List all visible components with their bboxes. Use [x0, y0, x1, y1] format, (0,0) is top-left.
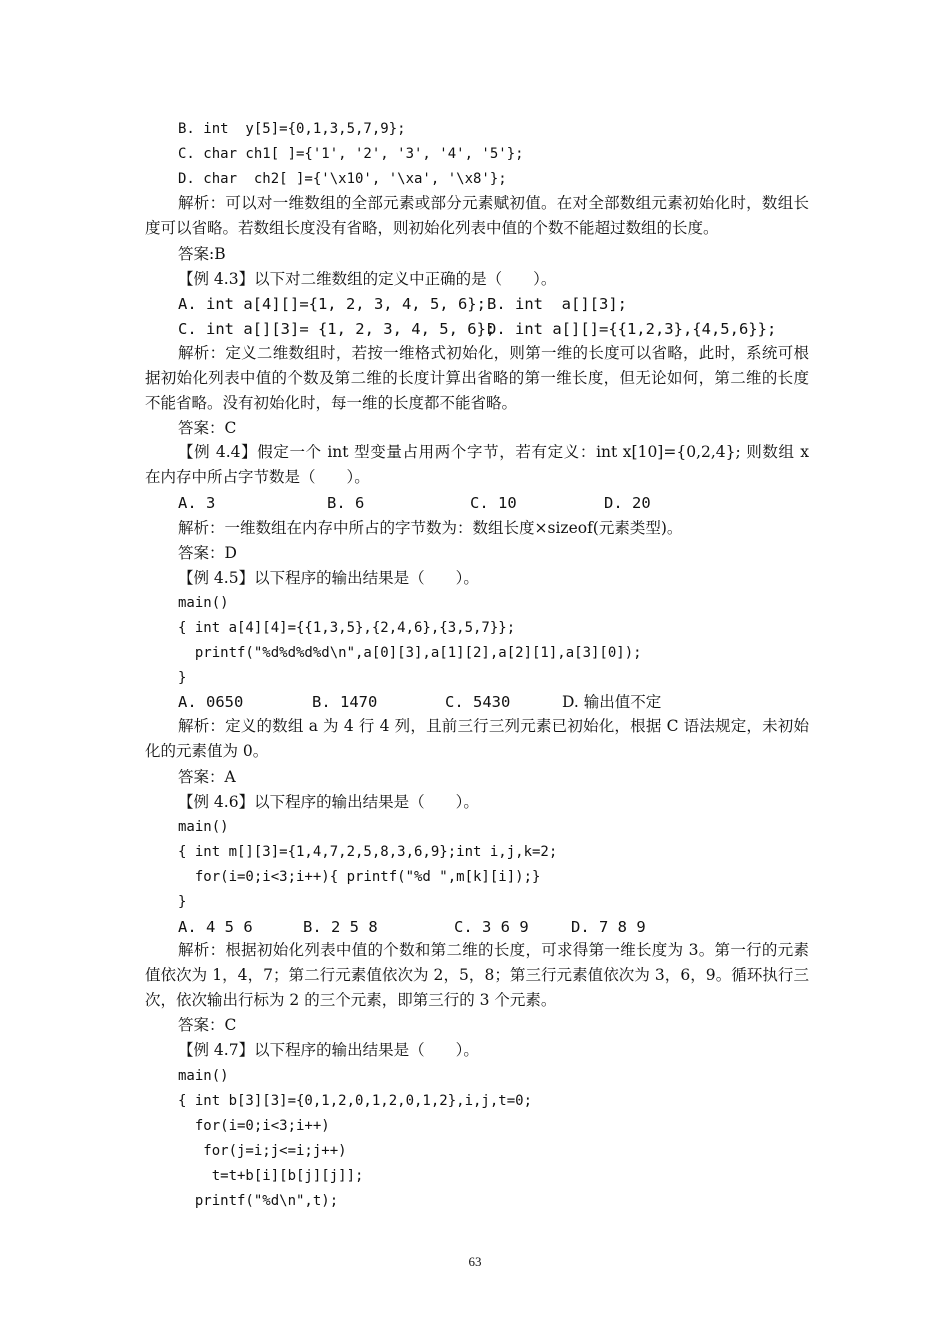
analysis-paragraph: 解析：定义的数组 a 为 4 行 4 列，且前三行三列元素已初始化，根据 C 语法规定，未初始化的元素值为 0。 [145, 717, 809, 760]
option-c: C. 5430 [445, 693, 511, 711]
code-line: main() [178, 595, 229, 611]
question-heading: 【例 4.4】假定一个 int 型变量占用两个字节，若有定义：int x[10]={0,2,4}; 则数组 x 在内存中所占字节数是（ ）。 [145, 443, 809, 486]
code-line: for(j=i;j<=i;j++) [178, 1143, 347, 1159]
code-line: main() [178, 819, 229, 835]
option-c-line: C. char ch1[ ]={'1', '2', '3', '4', '5'}; [178, 146, 524, 162]
code-line: { int m[][3]={1,4,7,2,5,8,3,6,9};int i,j,k=2; [178, 844, 558, 860]
option-d: D. 输出值不定 [562, 693, 662, 711]
option-d: D. int a[][]={{1,2,3},{4,5,6}}; [487, 320, 777, 338]
analysis-line: 解析：一维数组在内存中所占的字节数为：数组长度×sizeof(元素类型)。 [178, 519, 683, 537]
code-line: for(i=0;i<3;i++) [178, 1118, 330, 1134]
code-line: printf("%d%d%d%d\n",a[0][3],a[1][2],a[2][1],a[3][0]); [178, 645, 642, 661]
answer-line: 答案：C [178, 419, 237, 437]
code-line: { int a[4][4]={{1,3,5},{2,4,6},{3,5,7}}; [178, 620, 516, 636]
question-heading: 【例 4.3】以下对二维数组的定义中正确的是（ ）。 [178, 270, 557, 288]
code-line: main() [178, 1068, 229, 1084]
question-heading: 【例 4.5】以下程序的输出结果是（ ）。 [178, 569, 479, 587]
option-a: A. int a[4][]={1, 2, 3, 4, 5, 6}; [178, 295, 486, 313]
option-d: D. 20 [604, 494, 651, 512]
code-line: { int b[3][3]={0,1,2,0,1,2,0,1,2},i,j,t=0; [178, 1093, 533, 1109]
page-number: 63 [468, 1254, 482, 1269]
answer-line: 答案:B [178, 245, 226, 263]
code-line: printf("%d\n",t); [178, 1193, 339, 1209]
code-line: for(i=0;i<3;i++){ printf("%d ",m[k][i]);} [178, 869, 541, 885]
option-a: A. 3 [178, 494, 216, 512]
code-line: } [178, 894, 187, 910]
option-d: D. 7 8 9 [571, 918, 646, 936]
option-b: B. 2 5 8 [303, 918, 378, 936]
option-b: B. 6 [327, 494, 365, 512]
question-heading: 【例 4.6】以下程序的输出结果是（ ）。 [178, 793, 479, 811]
option-b-line: B. int y[5]={0,1,3,5,7,9}; [178, 121, 406, 137]
analysis-paragraph: 解析：定义二维数组时，若按一维格式初始化，则第一维的长度可以省略，此时，系统可根据初始化列表中值的个数及第二维的长度计算出省略的第一维长度，但无论如何，第二维的长度不能省略。没有初始化时，每一维的长度都不能省略。 [145, 344, 809, 412]
answer-line: 答案：C [178, 1016, 237, 1034]
code-line: } [178, 670, 187, 686]
option-b: B. int a[][3]; [487, 295, 627, 313]
option-c: C. 10 [470, 494, 517, 512]
option-d-line: D. char ch2[ ]={'\x10', '\xa', '\x8'}; [178, 171, 507, 187]
answer-line: 答案：A [178, 768, 236, 786]
option-c: C. 3 6 9 [454, 918, 529, 936]
option-a: A. 4 5 6 [178, 918, 253, 936]
option-b: B. 1470 [312, 693, 378, 711]
option-c: C. int a[][3]= {1, 2, 3, 4, 5, 6}; [178, 320, 496, 338]
analysis-paragraph: 解析：根据初始化列表中值的个数和第二维的长度，可求得第一维长度为 3。第一行的元素值依次为 1，4，7；第二行元素值依次为 2，5，8；第三行元素值依次为 3，6，9。循环执行三次，依次输出行标为 2 的三个元素，即第三行的 3 个元素。 [145, 941, 809, 1009]
analysis-paragraph: 解析：可以对一维数组的全部元素或部分元素赋初值。在对全部数组元素初始化时，数组长度可以省略。若数组长度没有省略，则初始化列表中值的个数不能超过数组的长度。 [145, 194, 809, 237]
option-a: A. 0650 [178, 693, 244, 711]
question-heading: 【例 4.7】以下程序的输出结果是（ ）。 [178, 1041, 479, 1059]
answer-line: 答案：D [178, 544, 237, 562]
code-line: t=t+b[i][b[j][j]]; [178, 1168, 364, 1184]
